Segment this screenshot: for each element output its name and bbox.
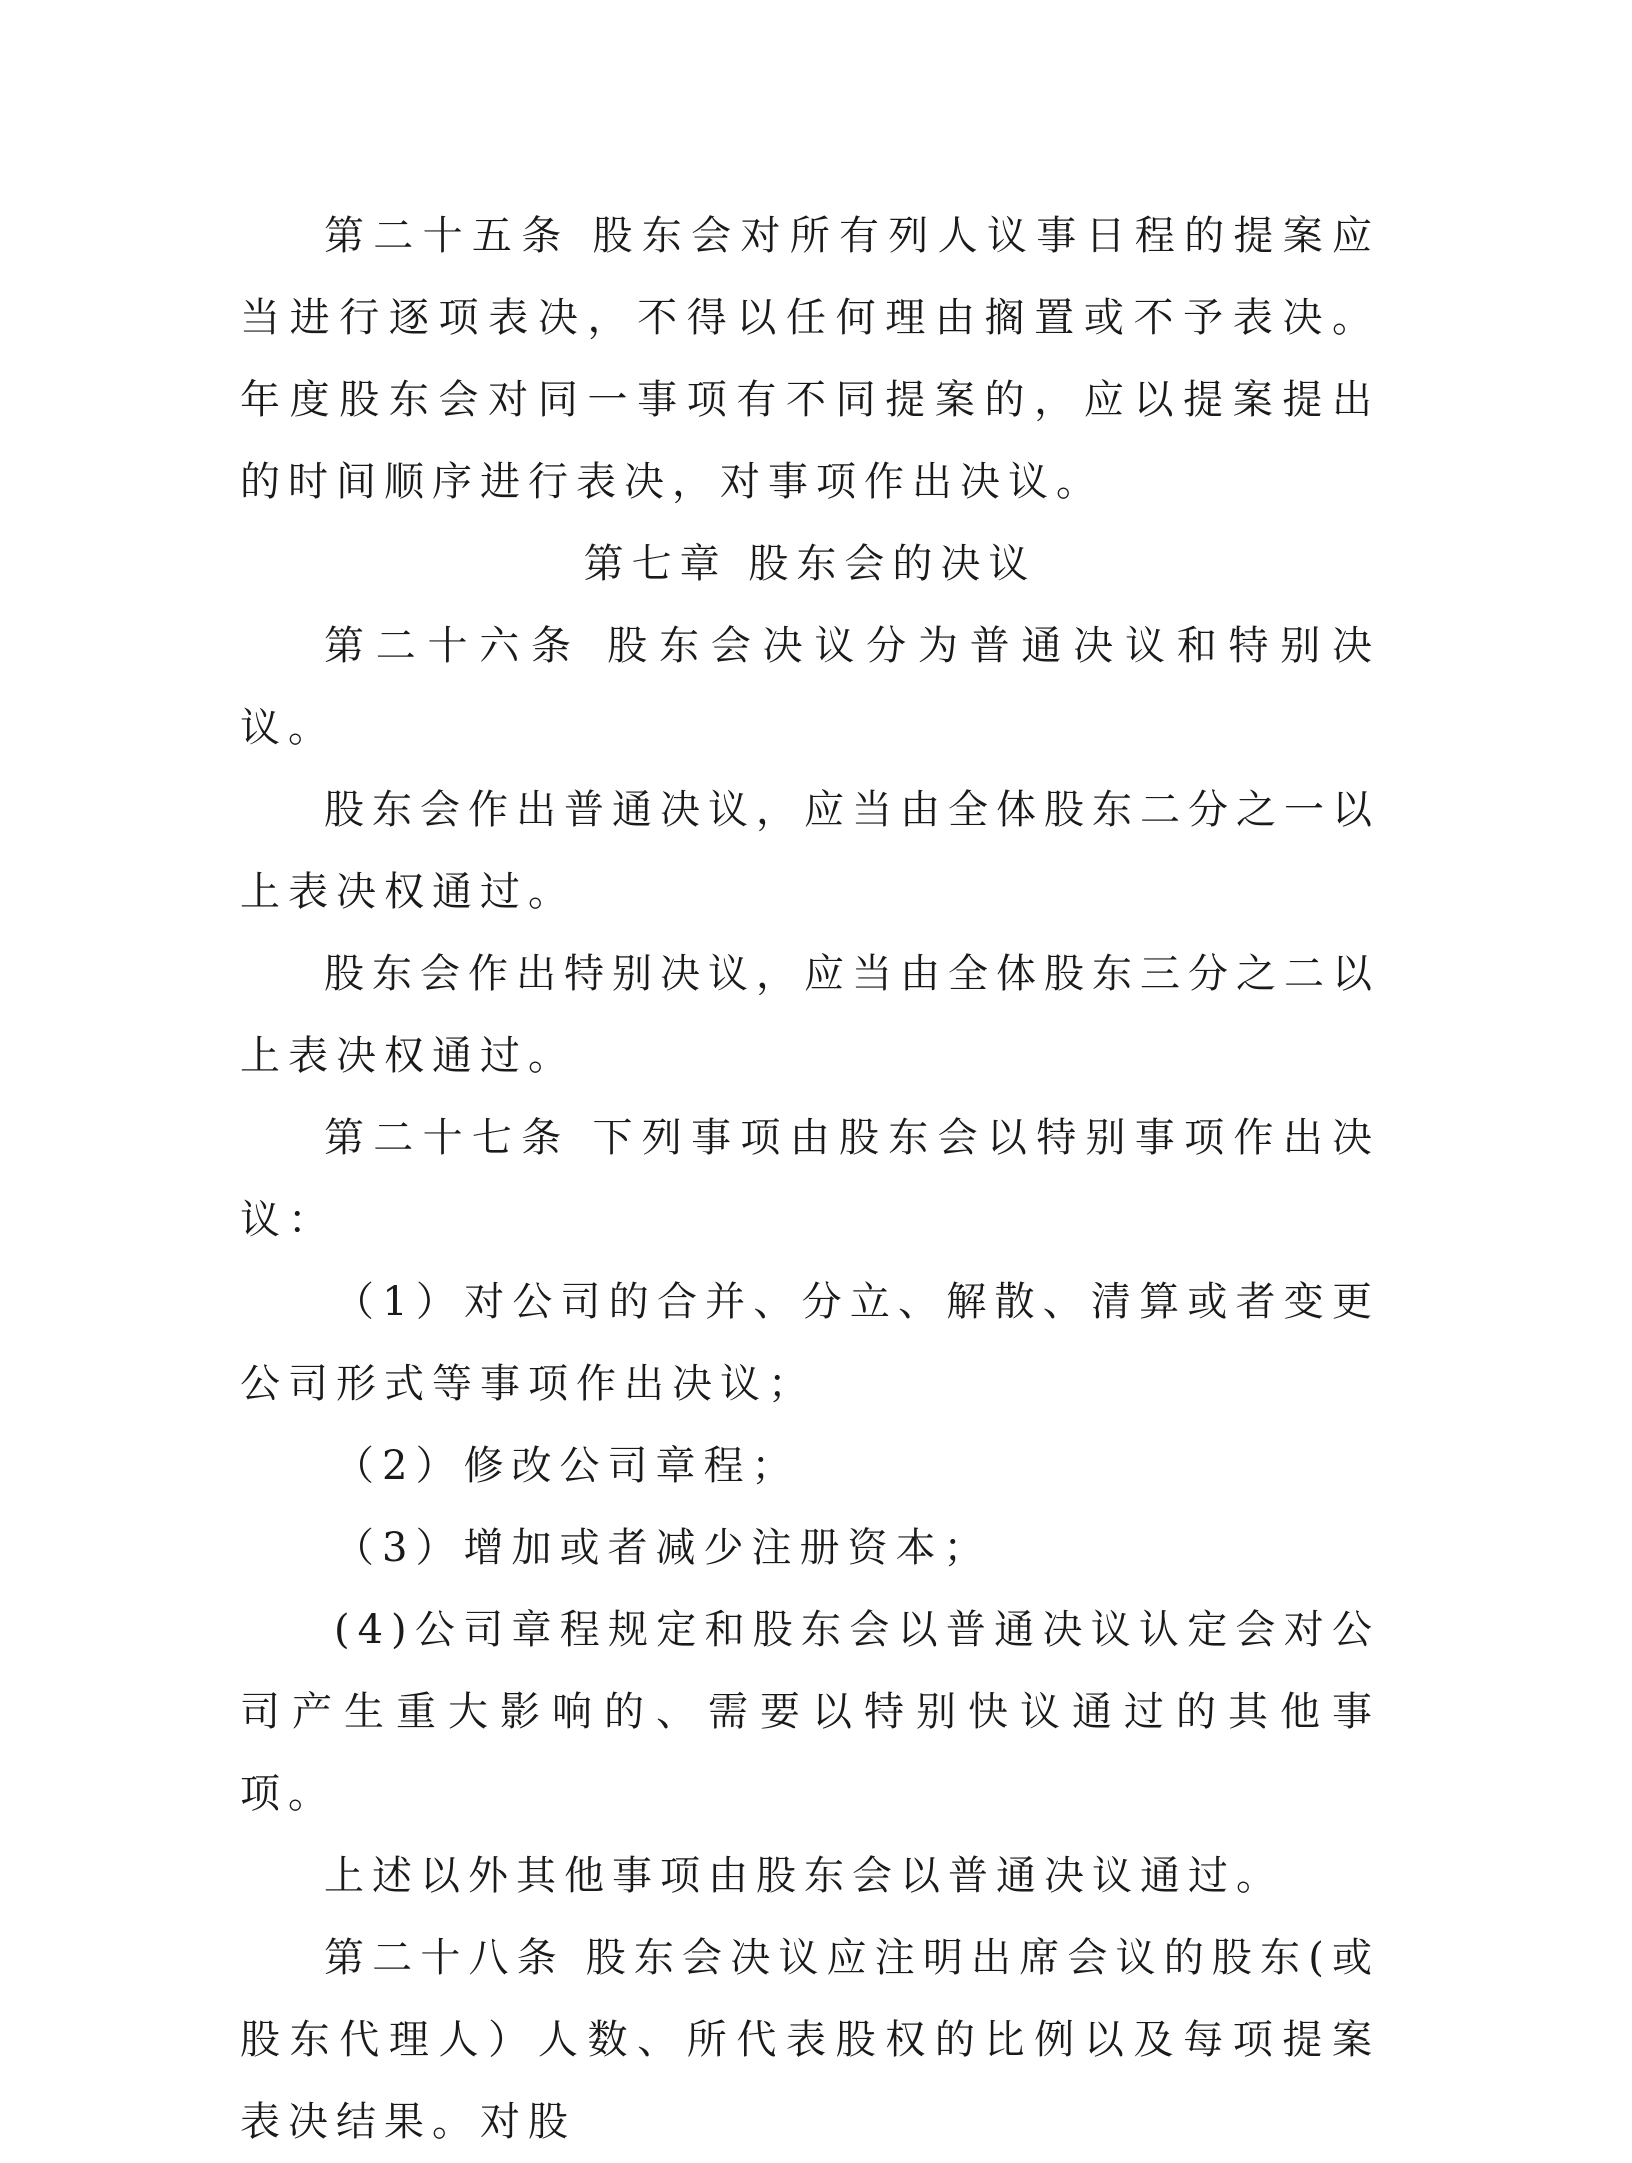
ordinary-resolution-paragraph: 股东会作出普通决议，应当由全体股东二分之一以上表决权通过。 xyxy=(240,787,1380,915)
document-body xyxy=(240,195,1380,2163)
article-28: 第二十八条 股东会决议应注明出席会议的股东(或股东代理人）人数、所代表股权的比例以及每项提案表决结果。对股 xyxy=(240,1935,1380,2145)
list-item-3: （3）增加或者减少注册资本； xyxy=(334,1525,992,1571)
list-item-4: (4)公司章程规定和股东会以普通决议认定会对公司产生重大影响的、需要以特别快议通过的其他事项。 xyxy=(240,1607,1380,1817)
article-26: 第二十六条 股东会决议分为普通决议和特别决议。 xyxy=(240,623,1380,751)
article-27: 第二十七条 下列事项由股东会以特别事项作出决议： xyxy=(240,1115,1380,1243)
article-25: 第二十五条 股东会对所有列人议事日程的提案应当进行逐项表决，不得以任何理由搁置或不予表决。年度股东会对同一事项有不同提案的，应以提案提出的时间顺序进行表决，对事项作出决议。 xyxy=(240,213,1380,505)
chapter-7-heading: 第七章 股东会的决议 xyxy=(583,541,1037,587)
special-resolution-paragraph: 股东会作出特别决议，应当由全体股东三分之二以上表决权通过。 xyxy=(240,951,1380,1079)
list-item-2: （2）修改公司章程； xyxy=(334,1443,800,1489)
other-matters-paragraph: 上述以外其他事项由股东会以普通决议通过。 xyxy=(324,1853,1284,1899)
list-item-1: （1）对公司的合并、分立、解散、清算或者变更公司形式等事项作出决议； xyxy=(240,1279,1380,1407)
